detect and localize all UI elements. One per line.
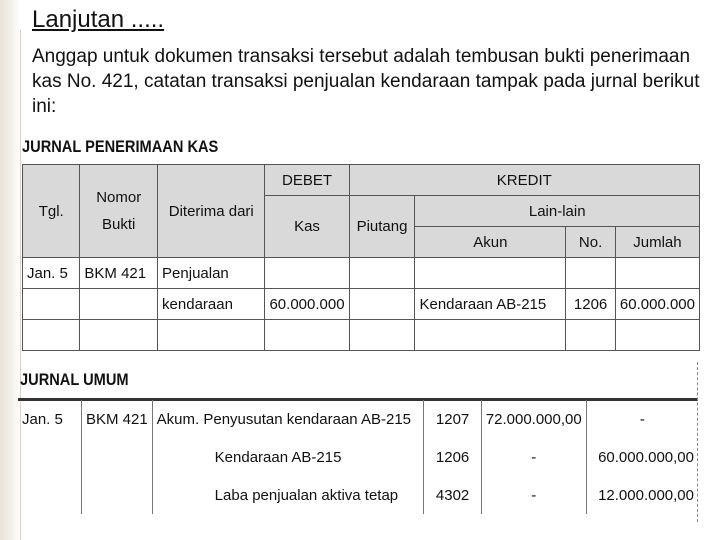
jurnal-kas-title: JURNAL PENERIMAAN KAS [22, 137, 219, 156]
cell-diterima-1: Penjualan [158, 258, 265, 289]
umum-bukti [81, 438, 152, 476]
table-row [18, 438, 698, 476]
umum-kredit: 12.000.000,00 [598, 486, 694, 504]
cell-bukti: BKM 421 [80, 258, 158, 289]
slide-title: Lanjutan ..... [32, 6, 165, 33]
header-tgl: Tgl. [23, 165, 80, 258]
header-nomor: Nomor [96, 189, 142, 206]
header-diterima: Diterima dari [158, 165, 265, 258]
cell-empty [265, 258, 349, 289]
header-kredit: KREDIT [349, 165, 699, 196]
umum-bukti [81, 476, 152, 514]
jurnal-penerimaan-kas-table [22, 164, 700, 351]
header-lain-lain: Lain-lain [415, 196, 700, 227]
header-no: No. [566, 227, 616, 258]
table-row [23, 289, 700, 320]
umum-debet: - [481, 476, 586, 514]
cell-empty [349, 258, 415, 289]
umum-kredit: 60.000.000,00 [598, 448, 694, 466]
umum-akun: Kendaraan AB-215 [152, 438, 424, 476]
cell-diterima-2: kendaraan [158, 289, 265, 320]
umum-debet: 72.000.000,00 [481, 400, 586, 438]
cell-empty [23, 289, 80, 320]
umum-akun: Akum. Penyusutan kendaraan AB-215 [152, 400, 424, 438]
cell-empty [615, 258, 699, 289]
umum-tgl [18, 476, 81, 514]
umum-ref: 1206 [424, 438, 481, 476]
umum-ref: 1207 [424, 400, 481, 438]
header-piutang: Piutang [349, 196, 415, 258]
umum-kredit: - [639, 410, 645, 428]
header-jumlah: Jumlah [615, 227, 699, 258]
header-debet: DEBET [265, 165, 349, 196]
umum-debet: - [481, 438, 586, 476]
umum-tgl [18, 438, 81, 476]
table-row [18, 476, 698, 514]
table-row [23, 258, 700, 289]
cell-empty [566, 258, 616, 289]
header-bukti: Bukti [102, 216, 136, 233]
cell-jumlah: 60.000.000 [615, 289, 699, 320]
header-nomor-bukti [80, 165, 158, 258]
jurnal-umum-table [18, 400, 698, 514]
cell-empty [80, 289, 158, 320]
table-row [23, 320, 700, 351]
slide-intro-text: Anggap untuk dokumen transaksi tersebut adalah tembusan bukti penerimaan kas No. 421, catatan transaksi penjualan kendaraan tampak pada jurnal berikut ini: [32, 46, 700, 117]
decorative-side-bar [0, 0, 20, 540]
header-kas: Kas [265, 196, 349, 258]
cell-piutang [349, 289, 415, 320]
cell-empty [415, 258, 566, 289]
header-akun: Akun [415, 227, 566, 258]
table-row [18, 400, 698, 438]
cell-kas: 60.000.000 [265, 289, 349, 320]
cell-no: 1206 [566, 289, 616, 320]
umum-akun: Laba penjualan aktiva tetap [152, 476, 424, 514]
cell-tgl: Jan. 5 [23, 258, 80, 289]
umum-tgl: Jan. 5 [18, 400, 81, 438]
umum-bukti: BKM 421 [81, 400, 152, 438]
jurnal-umum-title: JURNAL UMUM [20, 370, 129, 389]
umum-ref: 4302 [424, 476, 481, 514]
cell-akun: Kendaraan AB-215 [415, 289, 566, 320]
